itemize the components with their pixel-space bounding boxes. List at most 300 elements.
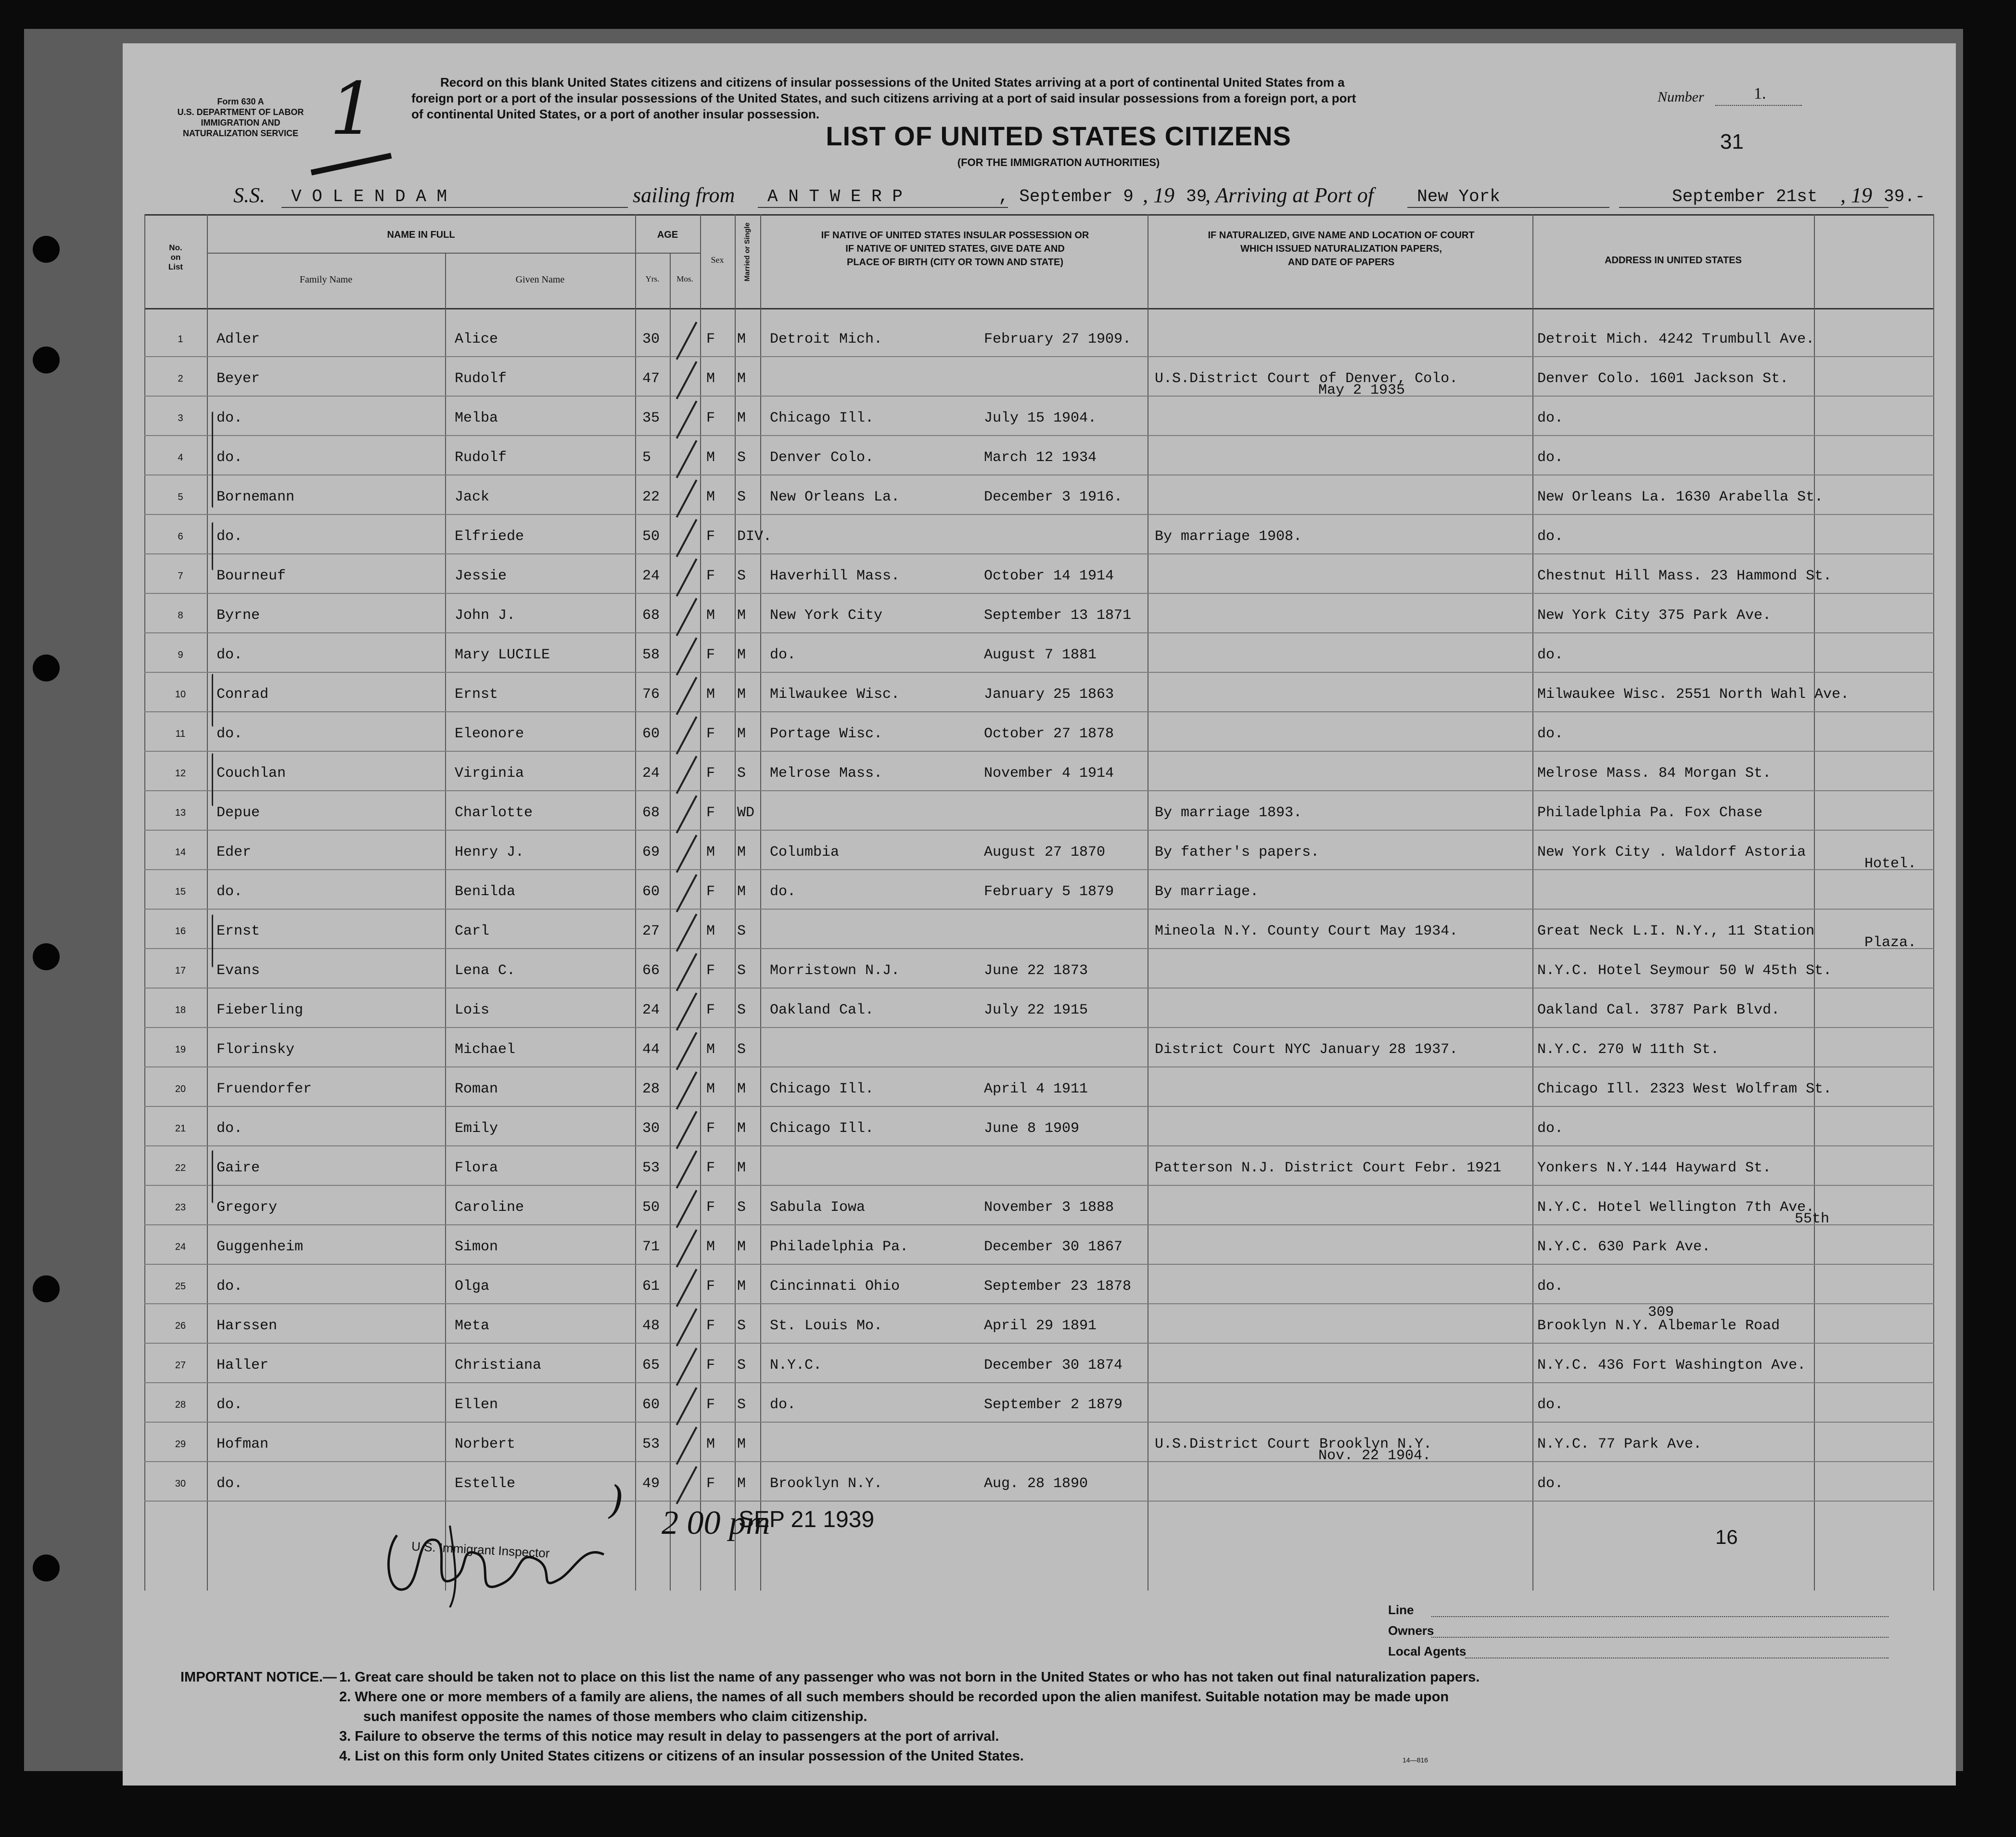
- table-row: [144, 989, 1934, 1028]
- cell-naturalization-court: U.S.District Court Brooklyn N.Y.: [1155, 1436, 1432, 1452]
- table-row: [144, 910, 1934, 949]
- cell-marital-status: WD: [737, 805, 755, 821]
- cell-family-name: do.: [217, 647, 243, 663]
- cell-family-name: do.: [217, 884, 243, 900]
- cell-marital-status: S: [737, 963, 746, 979]
- cell-birth-date: December 30 1867: [984, 1239, 1123, 1255]
- cell-naturalization-date: May 2 1935: [1318, 382, 1405, 398]
- cell-family-name: Hofman: [217, 1436, 269, 1452]
- cell-age-years: 71: [642, 1239, 660, 1255]
- number-value: 1.: [1754, 85, 1766, 103]
- cell-us-address: Denver Colo. 1601 Jackson St.: [1537, 371, 1789, 387]
- check-mark: [676, 1150, 698, 1189]
- cell-sex: M: [706, 923, 715, 939]
- check-mark: [676, 992, 698, 1031]
- cell-age-years: 66: [642, 963, 660, 979]
- cell-marital-status: S: [737, 450, 746, 466]
- family-bracket: [212, 674, 213, 727]
- cell-sex: F: [706, 1199, 715, 1216]
- arriving-label: , Arriving at Port of: [1205, 183, 1374, 207]
- check-mark: [676, 677, 698, 715]
- cell-birth-date: April 4 1911: [984, 1081, 1088, 1097]
- cell-given-name: Simon: [455, 1239, 498, 1255]
- cell-given-name: Meta: [455, 1318, 490, 1334]
- cell-family-name: Gaire: [217, 1160, 260, 1176]
- binder-hole: [33, 1275, 60, 1302]
- cell-sex: M: [706, 1041, 715, 1058]
- header-sex: Sex: [711, 255, 724, 265]
- cell-birth-place: Philadelphia Pa.: [770, 1239, 909, 1255]
- table-row: [144, 712, 1934, 752]
- cell-given-name: Carl: [455, 923, 490, 939]
- header-birth-place: [763, 229, 1148, 269]
- cell-age-years: 61: [642, 1278, 660, 1295]
- cell-given-name: Henry J.: [455, 844, 524, 861]
- check-mark: [676, 1032, 698, 1070]
- cell-row-number: 22: [175, 1163, 186, 1173]
- cell-birth-date: August 27 1870: [984, 844, 1106, 861]
- header-text: PLACE OF BIRTH (CITY OR TOWN AND STATE): [847, 257, 1063, 268]
- cell-marital-status: S: [737, 1041, 746, 1058]
- table-row: [144, 357, 1934, 397]
- service-name: NATURALIZATION SERVICE: [182, 128, 298, 138]
- header-bottom-border: [144, 308, 1934, 309]
- cell-given-name: Flora: [455, 1160, 498, 1176]
- cell-age-years: 68: [642, 805, 660, 821]
- cell-us-address: Melrose Mass. 84 Morgan St.: [1537, 765, 1772, 782]
- cell-age-years: 50: [642, 1199, 660, 1216]
- cell-naturalization-court: By father's papers.: [1155, 844, 1320, 861]
- cell-age-years: 47: [642, 371, 660, 387]
- cell-birth-date: February 27 1909.: [984, 331, 1132, 347]
- check-mark: [676, 479, 698, 518]
- cell-row-number: 17: [175, 965, 186, 976]
- cell-marital-status: M: [737, 726, 746, 742]
- cell-naturalization-court: District Court NYC January 28 1937.: [1155, 1041, 1458, 1058]
- cell-age-years: 49: [642, 1476, 660, 1492]
- table-row: [144, 475, 1934, 515]
- cell-sex: F: [706, 1397, 715, 1413]
- check-mark: [676, 1071, 698, 1110]
- header-given-name: Given Name: [515, 274, 565, 285]
- check-mark: [676, 1308, 698, 1347]
- cell-family-name: do.: [217, 1120, 243, 1137]
- voyage-line: [233, 183, 1946, 212]
- header-no-on-list: [147, 243, 204, 272]
- cell-birth-place: Milwaukee Wisc.: [770, 686, 900, 703]
- cell-family-name: do.: [217, 1278, 243, 1295]
- cell-marital-status: M: [737, 884, 746, 900]
- table-row: [144, 633, 1934, 673]
- cell-given-name: Charlotte: [455, 805, 533, 821]
- cell-family-name: Gregory: [217, 1199, 278, 1216]
- arrival-time-note: 2 00 pm: [662, 1504, 770, 1542]
- cell-age-years: 22: [642, 489, 660, 505]
- cell-address-continued: 309: [1648, 1304, 1674, 1321]
- cell-birth-place: Portage Wisc.: [770, 726, 883, 742]
- cell-row-number: 11: [175, 729, 186, 739]
- binder-hole: [33, 347, 60, 373]
- intro-line: of continental United States, or a port of another insular possession.: [411, 107, 819, 121]
- header-address: ADDRESS IN UNITED STATES: [1605, 255, 1742, 266]
- manifest-sheet: [123, 43, 1956, 1786]
- notice-title: IMPORTANT NOTICE.—: [180, 1670, 337, 1685]
- check-mark: [676, 440, 698, 478]
- cell-us-address: New York City 375 Park Ave.: [1537, 607, 1772, 624]
- row-rule: [144, 1501, 1934, 1502]
- table-row: [144, 1383, 1934, 1423]
- cell-sex: M: [706, 844, 715, 861]
- check-mark: [676, 1229, 698, 1268]
- cell-family-name: Guggenheim: [217, 1239, 304, 1255]
- cell-marital-status: M: [737, 1476, 746, 1492]
- cell-family-name: do.: [217, 450, 243, 466]
- cell-birth-place: do.: [770, 884, 796, 900]
- cell-birth-date: November 4 1914: [984, 765, 1114, 782]
- cell-birth-place: New Orleans La.: [770, 489, 900, 505]
- cell-family-name: do.: [217, 726, 243, 742]
- cell-birth-date: July 15 1904.: [984, 410, 1097, 426]
- cell-naturalization-date: Nov. 22 1904.: [1318, 1448, 1431, 1464]
- cell-marital-status: M: [737, 1436, 746, 1452]
- cell-marital-status: S: [737, 1357, 746, 1374]
- cell-family-name: Fruendorfer: [217, 1081, 312, 1097]
- cell-marital-status: M: [737, 371, 746, 387]
- cell-row-number: 5: [178, 492, 183, 502]
- cell-sex: F: [706, 1278, 715, 1295]
- cell-given-name: Jack: [455, 489, 490, 505]
- check-mark: [676, 321, 698, 360]
- cell-birth-place: Cincinnati Ohio: [770, 1278, 900, 1295]
- cell-sex: F: [706, 1160, 715, 1176]
- port-from-underline: [758, 207, 1008, 208]
- cell-family-name: Byrne: [217, 607, 260, 624]
- table-row: [144, 1225, 1934, 1265]
- pen-stroke: [311, 153, 392, 175]
- table-top-border: [144, 214, 1934, 216]
- cell-birth-place: Chicago Ill.: [770, 1081, 874, 1097]
- header-naturalized: [1150, 229, 1532, 269]
- cell-family-name: Fieberling: [217, 1002, 304, 1018]
- table-row: [144, 1067, 1934, 1107]
- cell-family-name: do.: [217, 1397, 243, 1413]
- table-row: [144, 673, 1934, 712]
- cell-marital-status: S: [737, 923, 746, 939]
- cell-given-name: Olga: [455, 1278, 490, 1295]
- cell-us-address: Philadelphia Pa. Fox Chase: [1537, 805, 1763, 821]
- cell-us-address: Milwaukee Wisc. 2551 North Wahl Ave.: [1537, 686, 1850, 703]
- cell-naturalization-court: By marriage.: [1155, 884, 1259, 900]
- cell-row-number: 18: [175, 1005, 186, 1015]
- table-row: [144, 1423, 1934, 1462]
- cell-address-continued: Plaza.: [1864, 935, 1917, 951]
- cell-birth-place: Morristown N.J.: [770, 963, 900, 979]
- cell-family-name: Bornemann: [217, 489, 295, 505]
- cell-row-number: 14: [175, 847, 186, 858]
- cell-family-name: Adler: [217, 331, 260, 347]
- cell-naturalization-court: U.S.District Court of Denver, Colo.: [1155, 371, 1458, 387]
- cell-us-address: do.: [1537, 528, 1564, 545]
- cell-sex: M: [706, 489, 715, 505]
- cell-row-number: 3: [178, 413, 183, 424]
- table-row: [144, 594, 1934, 633]
- cell-given-name: Melba: [455, 410, 498, 426]
- number-underline: [1715, 105, 1802, 106]
- cell-row-number: 20: [175, 1084, 186, 1094]
- cell-family-name: Haller: [217, 1357, 269, 1374]
- cell-age-years: 68: [642, 607, 660, 624]
- cell-us-address: do.: [1537, 1397, 1564, 1413]
- inspector-label: U.S. Immigrant Inspector: [411, 1539, 550, 1561]
- family-bracket: [212, 753, 213, 806]
- cell-row-number: 2: [178, 373, 183, 384]
- cell-birth-date: September 13 1871: [984, 607, 1132, 624]
- cell-sex: F: [706, 647, 715, 663]
- cell-birth-date: September 2 1879: [984, 1397, 1123, 1413]
- cell-marital-status: S: [737, 568, 746, 584]
- cell-row-number: 19: [175, 1044, 186, 1055]
- cell-sex: M: [706, 371, 715, 387]
- table-row: [144, 831, 1934, 870]
- cell-marital-status: M: [737, 1120, 746, 1137]
- cell-sex: F: [706, 331, 715, 347]
- cell-birth-place: New York City: [770, 607, 883, 624]
- cell-birth-place: do.: [770, 1397, 796, 1413]
- cell-birth-date: November 3 1888: [984, 1199, 1114, 1216]
- cell-row-number: 29: [175, 1439, 186, 1450]
- cell-birth-date: June 8 1909: [984, 1120, 1080, 1137]
- table-row: [144, 1146, 1934, 1186]
- form-identifier: [171, 96, 310, 139]
- cell-family-name: Bourneuf: [217, 568, 286, 584]
- check-mark: [676, 1269, 698, 1307]
- check-mark: [676, 835, 698, 873]
- cell-naturalization-court: Mineola N.Y. County Court May 1934.: [1155, 923, 1458, 939]
- notice-item: 3. Failure to observe the terms of this notice may result in delay to passengers at the port of arrival.: [339, 1729, 999, 1744]
- cell-given-name: John J.: [455, 607, 516, 624]
- cell-us-address: do.: [1537, 410, 1564, 426]
- cell-us-address: Chicago Ill. 2323 West Wolfram St.: [1537, 1081, 1832, 1097]
- binder-hole: [33, 1554, 60, 1581]
- cell-row-number: 10: [175, 689, 186, 700]
- cell-birth-date: February 5 1879: [984, 884, 1114, 900]
- cell-birth-place: Detroit Mich.: [770, 331, 883, 347]
- handwritten-number: 1: [330, 67, 376, 151]
- cell-age-years: 24: [642, 765, 660, 782]
- cell-us-address: New Orleans La. 1630 Arabella St.: [1537, 489, 1824, 505]
- cell-us-address: Yonkers N.Y.144 Hayward St.: [1537, 1160, 1772, 1176]
- cell-given-name: Ellen: [455, 1397, 498, 1413]
- header-text: WHICH ISSUED NATURALIZATION PAPERS,: [1240, 244, 1442, 254]
- table-row: [144, 1462, 1934, 1502]
- cell-us-address: Oakland Cal. 3787 Park Blvd.: [1537, 1002, 1780, 1018]
- check-mark: [676, 1426, 698, 1465]
- check-mark: [676, 795, 698, 834]
- check-mark: [676, 1111, 698, 1149]
- header-text: IF NATIVE OF UNITED STATES, GIVE DATE AND: [845, 244, 1065, 254]
- cell-sex: F: [706, 528, 715, 545]
- cell-us-address: do.: [1537, 1278, 1564, 1295]
- cell-row-number: 15: [175, 886, 186, 897]
- cell-us-address: Brooklyn N.Y. Albemarle Road: [1537, 1318, 1780, 1334]
- cell-family-name: do.: [217, 1476, 243, 1492]
- arrival-year: 39.-: [1884, 187, 1926, 206]
- cell-family-name: Eder: [217, 844, 252, 861]
- cell-marital-status: S: [737, 1397, 746, 1413]
- cell-us-address: do.: [1537, 1476, 1564, 1492]
- cell-given-name: Estelle: [455, 1476, 516, 1492]
- cell-marital-status: DIV.: [737, 528, 772, 545]
- intro-line: foreign port or a port of the insular possessions of the United States, and such citizens arriving at a port of said insular possessions from a foreign port, a port: [411, 91, 1356, 105]
- cell-sex: F: [706, 1002, 715, 1018]
- cell-row-number: 7: [178, 571, 183, 581]
- cell-sex: F: [706, 963, 715, 979]
- cell-family-name: Depue: [217, 805, 260, 821]
- cell-given-name: Lena C.: [455, 963, 516, 979]
- cell-us-address: N.Y.C. 77 Park Ave.: [1537, 1436, 1702, 1452]
- cell-given-name: Rudolf: [455, 450, 507, 466]
- cell-birth-date: August 7 1881: [984, 647, 1097, 663]
- cell-given-name: Norbert: [455, 1436, 516, 1452]
- table-row: [144, 515, 1934, 554]
- header-subdivider: [635, 253, 700, 254]
- cell-birth-date: December 30 1874: [984, 1357, 1123, 1374]
- binder-hole: [33, 236, 60, 263]
- table-row: [144, 1028, 1934, 1067]
- header-mos: Mos.: [676, 274, 693, 283]
- cell-sex: F: [706, 805, 715, 821]
- cell-marital-status: S: [737, 1199, 746, 1216]
- family-bracket: [212, 914, 213, 967]
- cell-marital-status: M: [737, 647, 746, 663]
- cell-row-number: 8: [178, 610, 183, 621]
- cell-family-name: Ernst: [217, 923, 260, 939]
- cell-birth-date: July 22 1915: [984, 1002, 1088, 1018]
- ship-name: V O L E N D A M: [291, 187, 447, 206]
- header-married-single: Married or Single: [743, 222, 752, 282]
- intro-text: [411, 75, 1672, 122]
- service-name: IMMIGRATION AND: [201, 118, 281, 128]
- cell-birth-place: Brooklyn N.Y.: [770, 1476, 883, 1492]
- table-row: [144, 870, 1934, 910]
- cell-us-address: do.: [1537, 647, 1564, 663]
- table-row: [144, 752, 1934, 791]
- check-mark: [676, 953, 698, 991]
- cell-birth-place: St. Louis Mo.: [770, 1318, 883, 1334]
- cell-given-name: Jessie: [455, 568, 507, 584]
- port-from: A N T W E R P: [767, 187, 903, 206]
- cell-sex: F: [706, 1357, 715, 1374]
- cell-birth-date: October 27 1878: [984, 726, 1114, 742]
- arrival-year-prefix: , 19: [1840, 183, 1872, 207]
- cell-birth-place: Oakland Cal.: [770, 1002, 874, 1018]
- cell-family-name: Florinsky: [217, 1041, 295, 1058]
- cell-sex: M: [706, 686, 715, 703]
- cell-sex: F: [706, 765, 715, 782]
- cell-marital-status: M: [737, 410, 746, 426]
- check-mark: [676, 1190, 698, 1228]
- cell-given-name: Michael: [455, 1041, 516, 1058]
- cell-naturalization-court: By marriage 1908.: [1155, 528, 1302, 545]
- cell-birth-date: June 22 1873: [984, 963, 1088, 979]
- header-text: List: [168, 262, 183, 271]
- cell-sex: M: [706, 607, 715, 624]
- departure-year-prefix: , 19: [1143, 183, 1174, 207]
- family-bracket: [212, 1150, 213, 1203]
- cell-age-years: 24: [642, 568, 660, 584]
- check-mark: [676, 598, 698, 636]
- cell-given-name: Lois: [455, 1002, 490, 1018]
- sheet-mark: 16: [1715, 1526, 1738, 1548]
- notice-item: 4. List on this form only United States citizens or citizens of an insular possession of the United States.: [339, 1748, 1024, 1764]
- cell-us-address: New York City . Waldorf Astoria: [1537, 844, 1806, 861]
- table-row: [144, 791, 1934, 831]
- cell-age-years: 76: [642, 686, 660, 703]
- header-subdivider: [207, 253, 635, 254]
- cell-marital-status: M: [737, 331, 746, 347]
- arrival-date: September 21st: [1672, 187, 1818, 206]
- cell-us-address: N.Y.C. Hotel Wellington 7th Ave.: [1537, 1199, 1815, 1216]
- header-text: on: [170, 253, 181, 262]
- table-row: [144, 318, 1934, 357]
- cell-marital-status: S: [737, 765, 746, 782]
- cell-age-years: 60: [642, 1397, 660, 1413]
- cell-age-years: 60: [642, 884, 660, 900]
- date-stamp: SEP 21 1939: [739, 1507, 875, 1532]
- cell-given-name: Eleonore: [455, 726, 524, 742]
- page-number: 31: [1720, 130, 1744, 154]
- notice-item: 2. Where one or more members of a family are aliens, the names of all such members should be recorded upon the alien manifest. Suitable notation may be made upon: [339, 1689, 1449, 1705]
- header-age: AGE: [657, 230, 678, 240]
- cell-row-number: 1: [178, 334, 183, 345]
- cell-sex: M: [706, 1081, 715, 1097]
- ss-label: S.S.: [233, 183, 265, 207]
- header-name-in-full: NAME IN FULL: [387, 230, 455, 240]
- cell-birth-place: N.Y.C.: [770, 1357, 822, 1374]
- cell-birth-date: October 14 1914: [984, 568, 1114, 584]
- check-mark: [676, 1466, 698, 1504]
- family-bracket: [212, 522, 213, 570]
- check-mark: [676, 558, 698, 597]
- cell-family-name: Conrad: [217, 686, 269, 703]
- port-to-underline: [1407, 207, 1609, 208]
- handwritten-paren: ): [609, 1477, 624, 1522]
- local-agents-label: Local Agents: [1388, 1644, 1467, 1658]
- cell-birth-place: Columbia: [770, 844, 840, 861]
- cell-given-name: Ernst: [455, 686, 498, 703]
- notice-item: such manifest opposite the names of those members who claim citizenship.: [363, 1709, 868, 1724]
- cell-us-address: N.Y.C. 436 Fort Washington Ave.: [1537, 1357, 1806, 1374]
- table-row: [144, 1304, 1934, 1344]
- line-label: Line: [1388, 1603, 1414, 1617]
- cell-us-address: do.: [1537, 726, 1564, 742]
- cell-sex: F: [706, 568, 715, 584]
- check-mark: [676, 1348, 698, 1386]
- cell-birth-place: Haverhill Mass.: [770, 568, 900, 584]
- cell-age-years: 69: [642, 844, 660, 861]
- cell-marital-status: M: [737, 1239, 746, 1255]
- header-yrs: Yrs.: [645, 274, 660, 283]
- print-code: 14—816: [1403, 1756, 1428, 1764]
- cell-row-number: 9: [178, 650, 183, 660]
- cell-given-name: Mary LUCILE: [455, 647, 550, 663]
- cell-sex: F: [706, 410, 715, 426]
- cell-given-name: Elfriede: [455, 528, 524, 545]
- cell-birth-date: April 29 1891: [984, 1318, 1097, 1334]
- cell-marital-status: M: [737, 844, 746, 861]
- check-mark: [676, 637, 698, 676]
- check-mark: [676, 1387, 698, 1426]
